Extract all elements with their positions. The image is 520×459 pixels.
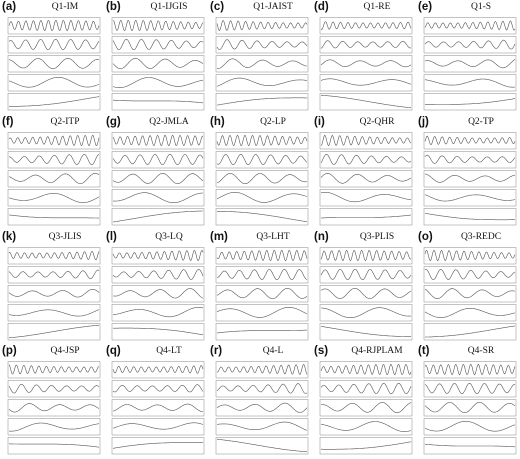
panel-title: Q3-LQ (155, 231, 183, 242)
component-frame (424, 56, 516, 73)
component-line (113, 192, 203, 202)
component-line (9, 58, 99, 68)
panel (0, 115, 104, 230)
panel (312, 230, 416, 345)
component-line (321, 154, 411, 164)
panel (104, 230, 208, 345)
component-frame (8, 189, 100, 206)
component-line (217, 330, 307, 333)
component-frame (320, 18, 412, 35)
component-frame (216, 208, 308, 225)
panel-plot (106, 17, 205, 112)
component-frame (320, 438, 412, 455)
panel-plot (314, 361, 413, 456)
component-line (113, 58, 203, 68)
component-frame (424, 170, 516, 187)
panel-letter: (o) (418, 230, 433, 243)
component-frame (216, 285, 308, 302)
component-frame (8, 208, 100, 225)
component-frame (424, 247, 516, 264)
panel (104, 344, 208, 459)
component-frame (112, 400, 204, 417)
panel-title: Q2-QHR (359, 116, 395, 127)
panel-letter: (s) (314, 345, 329, 358)
component-frame (112, 170, 204, 187)
component-frame (320, 208, 412, 225)
component-line (217, 384, 307, 394)
panel-plot (210, 132, 309, 227)
panel-title: Q2-ITP (50, 116, 80, 127)
panel-plot (106, 247, 205, 342)
component-line (217, 192, 307, 202)
component-line (113, 173, 203, 183)
component-line (321, 192, 411, 202)
panel-plot (418, 132, 517, 227)
panel-title: Q3-JLIS (48, 231, 82, 242)
component-frame (112, 189, 204, 206)
component-line (217, 439, 307, 452)
panel-letter: (h) (210, 115, 225, 128)
component-frame (8, 151, 100, 168)
component-frame (216, 56, 308, 73)
panel-letter: (f) (2, 115, 14, 128)
component-frame (424, 304, 516, 321)
component-line (425, 444, 515, 447)
component-line (321, 403, 411, 413)
panel (416, 0, 520, 115)
component-line (321, 269, 411, 279)
component-line (425, 365, 515, 375)
component-frame (320, 304, 412, 321)
component-line (9, 77, 99, 87)
component-frame (320, 37, 412, 54)
component-line (113, 250, 203, 260)
component-line (9, 154, 99, 164)
component-line (321, 307, 411, 317)
panel-letter: (t) (418, 345, 430, 358)
panel-letter: (i) (314, 115, 325, 128)
component-line (425, 155, 515, 164)
component-frame (216, 75, 308, 92)
component-line (425, 269, 515, 279)
component-line (321, 250, 411, 260)
component-frame (112, 323, 204, 340)
component-line (217, 365, 307, 375)
panel-title: Q1-S (470, 2, 492, 12)
component-line (113, 39, 203, 49)
component-line (9, 404, 99, 413)
component-line (9, 270, 99, 279)
component-line (217, 40, 307, 50)
component-frame (8, 304, 100, 321)
component-frame (112, 419, 204, 436)
panel (0, 0, 104, 115)
panel-title: Q4-L (262, 346, 284, 357)
component-line (9, 325, 99, 338)
panel-plot (210, 17, 309, 112)
component-line (113, 135, 203, 145)
component-line (425, 403, 515, 413)
component-frame (112, 285, 204, 302)
component-frame (320, 132, 412, 149)
panel (0, 344, 104, 459)
panel-title: Q3-LHT (256, 231, 290, 242)
component-frame (424, 381, 516, 398)
component-line (425, 213, 515, 220)
panel-title: Q3-PLIS (359, 231, 395, 242)
panel (104, 115, 208, 230)
component-frame (8, 323, 100, 340)
panel-letter: (j) (418, 115, 429, 128)
component-frame (320, 151, 412, 168)
panel-plot (314, 247, 413, 342)
component-frame (424, 189, 516, 206)
panel-plot (2, 132, 101, 227)
panel (416, 230, 520, 345)
panel-title: Q4-JSP (50, 346, 80, 357)
panel-plot (210, 361, 309, 456)
component-line (217, 403, 307, 412)
component-line (9, 21, 99, 31)
panel-letter: (r) (210, 345, 223, 358)
component-line (321, 215, 411, 218)
panel (312, 344, 416, 459)
component-line (9, 289, 99, 297)
component-line (425, 325, 515, 336)
component-line (425, 308, 515, 317)
component-line (9, 423, 99, 431)
panel-plot (418, 17, 517, 112)
component-line (9, 309, 99, 316)
component-line (321, 384, 411, 394)
component-line (321, 41, 411, 49)
component-frame (112, 304, 204, 321)
component-frame (112, 381, 204, 398)
component-line (113, 404, 203, 412)
component-frame (320, 381, 412, 398)
component-frame (8, 247, 100, 264)
panel-letter: (l) (106, 230, 117, 243)
component-line (217, 78, 307, 86)
component-line (217, 422, 307, 430)
component-line (321, 326, 411, 336)
panel (0, 230, 104, 345)
panel-title: Q2-TP (468, 116, 494, 127)
component-frame (424, 362, 516, 379)
panel-plot (2, 17, 101, 112)
component-frame (112, 247, 204, 264)
component-line (113, 154, 203, 164)
component-line (425, 288, 515, 298)
component-frame (424, 266, 516, 283)
component-frame (8, 381, 100, 398)
component-frame (320, 419, 412, 436)
component-line (113, 20, 203, 30)
panel-letter: (p) (2, 345, 17, 358)
panel-title: Q2-JMLA (149, 116, 189, 127)
component-frame (8, 94, 100, 111)
component-line (425, 194, 515, 200)
component-frame (424, 208, 516, 225)
component-line (113, 423, 203, 429)
component-line (9, 97, 99, 107)
component-frame (8, 132, 100, 149)
component-frame (8, 170, 100, 187)
panel (312, 115, 416, 230)
panel (208, 0, 312, 115)
component-line (113, 385, 203, 392)
panel-letter: (k) (2, 230, 17, 243)
component-frame (424, 419, 516, 436)
panel (208, 230, 312, 345)
panel-letter: (g) (106, 115, 121, 128)
component-line (321, 135, 411, 145)
component-line (321, 442, 411, 450)
component-frame (424, 18, 516, 35)
component-frame (216, 94, 308, 111)
component-line (217, 250, 307, 260)
component-frame (112, 266, 204, 283)
component-line (217, 154, 307, 164)
panel (416, 344, 520, 459)
panel (312, 0, 416, 115)
panel-letter: (c) (210, 1, 225, 13)
panel-title: Q1-JAIST (253, 2, 293, 12)
component-line (217, 98, 307, 105)
panel-plot (314, 17, 413, 112)
component-frame (112, 438, 204, 455)
panel-letter: (b) (106, 1, 121, 13)
component-line (113, 307, 203, 317)
panel-title: Q4-RJPLAM (351, 346, 403, 357)
component-line (425, 250, 515, 260)
component-line (321, 95, 411, 108)
panel-plot (210, 247, 309, 342)
component-frame (216, 18, 308, 35)
component-frame (216, 266, 308, 283)
component-line (425, 40, 515, 49)
component-frame (8, 75, 100, 92)
component-frame (112, 151, 204, 168)
panel-title: Q1-IJGIS (150, 2, 188, 12)
panel-plot (2, 247, 101, 342)
panel-plot (106, 361, 205, 456)
component-frame (320, 400, 412, 417)
component-line (217, 269, 307, 279)
component-frame (216, 37, 308, 54)
panel-letter: (d) (314, 1, 329, 13)
component-line (113, 100, 203, 103)
component-line (113, 288, 203, 298)
component-line (9, 365, 99, 374)
component-line (9, 251, 99, 259)
component-line (9, 39, 99, 49)
panel-plot (418, 361, 517, 456)
component-line (217, 59, 307, 69)
component-frame (112, 208, 204, 225)
panel-plot (106, 132, 205, 227)
panel (208, 115, 312, 230)
component-line (321, 79, 411, 85)
component-line (425, 174, 515, 182)
component-line (113, 78, 203, 88)
panel-title: Q2-LP (260, 116, 286, 127)
component-frame (424, 94, 516, 111)
component-line (217, 288, 307, 298)
component-frame (216, 247, 308, 264)
component-frame (216, 170, 308, 187)
component-frame (424, 285, 516, 302)
component-frame (424, 323, 516, 340)
component-line (9, 173, 99, 183)
component-frame (216, 189, 308, 206)
component-line (9, 384, 99, 393)
component-frame (424, 37, 516, 54)
component-line (425, 21, 515, 30)
component-line (113, 443, 203, 449)
component-line (321, 365, 411, 375)
component-line (425, 422, 515, 432)
component-line (217, 211, 307, 222)
component-line (321, 288, 411, 298)
component-line (113, 328, 203, 335)
panel-title: Q4-LT (156, 346, 182, 357)
component-line (217, 21, 307, 31)
component-line (113, 366, 203, 374)
panel-title: Q3-REDC (460, 231, 502, 242)
component-line (321, 173, 411, 183)
component-frame (112, 75, 204, 92)
component-frame (8, 266, 100, 283)
component-line (217, 135, 307, 145)
component-line (9, 193, 99, 202)
panel-plot (2, 361, 101, 456)
component-frame (216, 304, 308, 321)
component-frame (8, 56, 100, 73)
panel (416, 115, 520, 230)
component-line (217, 307, 307, 317)
panel-letter: (n) (314, 230, 329, 243)
panel (208, 344, 312, 459)
component-frame (320, 170, 412, 187)
panel-plot (314, 132, 413, 227)
component-frame (320, 94, 412, 111)
panel-title: Q1-IM (51, 2, 79, 12)
component-line (425, 384, 515, 394)
component-line (113, 269, 203, 279)
panel (104, 0, 208, 115)
panel-letter: (e) (418, 1, 433, 13)
component-frame (424, 151, 516, 168)
component-line (425, 99, 515, 105)
component-line (9, 215, 99, 218)
panel-letter: (m) (210, 230, 228, 243)
component-line (321, 22, 411, 30)
component-frame (320, 285, 412, 302)
component-line (217, 173, 307, 183)
component-frame (320, 323, 412, 340)
component-frame (320, 189, 412, 206)
component-line (113, 211, 203, 222)
component-line (425, 79, 515, 87)
component-line (9, 135, 99, 145)
component-frame (320, 75, 412, 92)
panel-letter: (a) (2, 1, 17, 13)
panel-letter: (q) (106, 345, 121, 358)
component-line (425, 136, 515, 145)
component-line (321, 60, 411, 67)
panel-title: Q1-RE (363, 2, 391, 12)
component-line (321, 422, 411, 432)
component-line (9, 444, 99, 447)
panel-title: Q4-SR (467, 346, 495, 357)
component-line (425, 60, 515, 68)
panel-plot (418, 247, 517, 342)
component-frame (216, 419, 308, 436)
